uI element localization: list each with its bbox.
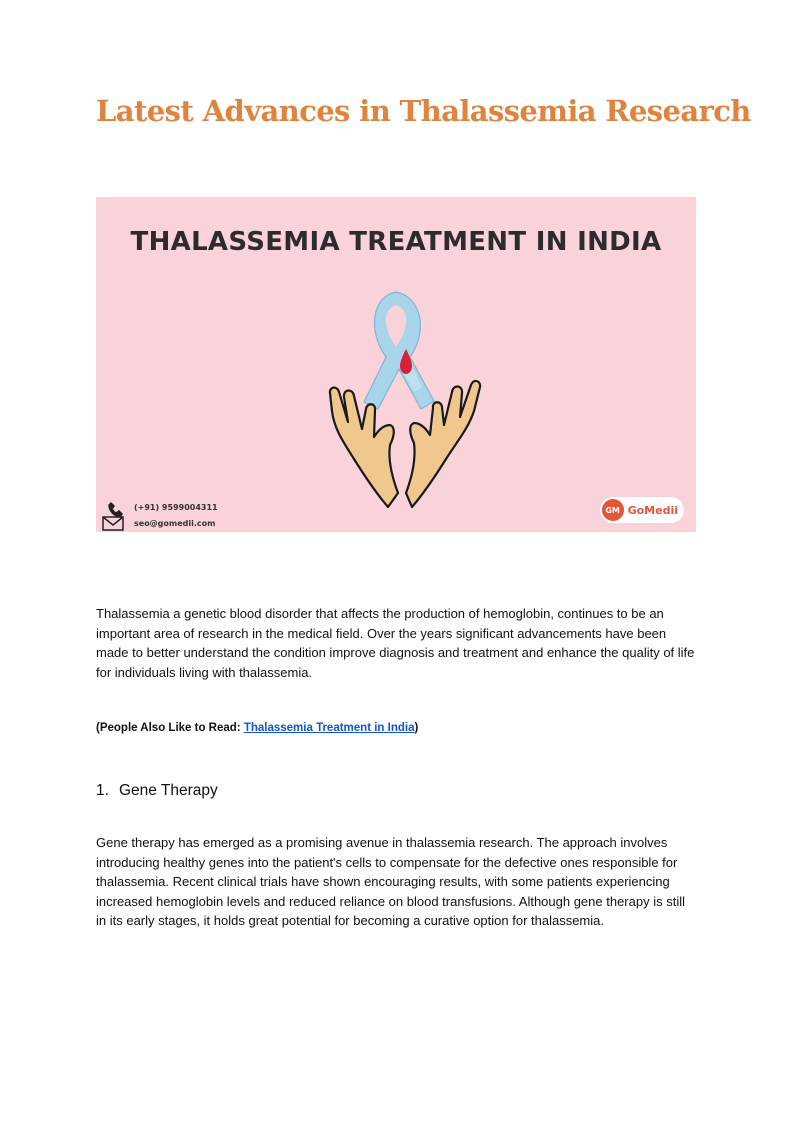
also-read-suffix: ): [414, 722, 419, 734]
also-read-line: [96, 722, 696, 734]
section-title: Gene Therapy: [118, 782, 218, 799]
contact-phone: (+91) 9599004311: [134, 503, 218, 512]
contact-email: seo@gomedii.com: [134, 519, 216, 528]
mail-icon: [103, 517, 123, 530]
phone-icon: [109, 503, 122, 517]
banner-heading: THALASSEMIA TREATMENT IN INDIA: [130, 227, 662, 257]
page-title: Latest Advances in Thalassemia Research: [96, 94, 751, 128]
banner-image: [96, 197, 696, 532]
brand-name: GoMedii: [627, 503, 678, 517]
ribbon-icon: [364, 292, 434, 409]
section-paragraph: Gene therapy has emerged as a promising avenue in thalassemia research. The approach involves introducing healthy genes into the patient's cells to compensate for the defective ones responsible for thalassemia. Recent clinical trials have shown encouraging results, with some patients experiencing increased hemoglobin levels and reduced reliance on blood transfusions. Although gene therapy is still in its early stages, it holds great potential for becoming a curative option for thalassemia.: [96, 835, 685, 928]
section-number: 1.: [96, 782, 109, 799]
also-read-link[interactable]: Thalassemia Treatment in India: [243, 722, 415, 734]
also-read-prefix: (People Also Like to Read:: [96, 722, 244, 734]
section-heading: [96, 782, 218, 800]
brand-logo: [600, 497, 684, 523]
intro-paragraph: Thalassemia a genetic blood disorder that affects the production of hemoglobin, continues to be an important area of research in the medical field. Over the years significant advancements have been made to better understand the condition improve diagnosis and treatment and enhance the quality of life for individuals living with thalassemia.: [96, 606, 695, 680]
brand-badge-icon: GM: [602, 499, 624, 521]
left-hand-icon: [330, 388, 398, 507]
